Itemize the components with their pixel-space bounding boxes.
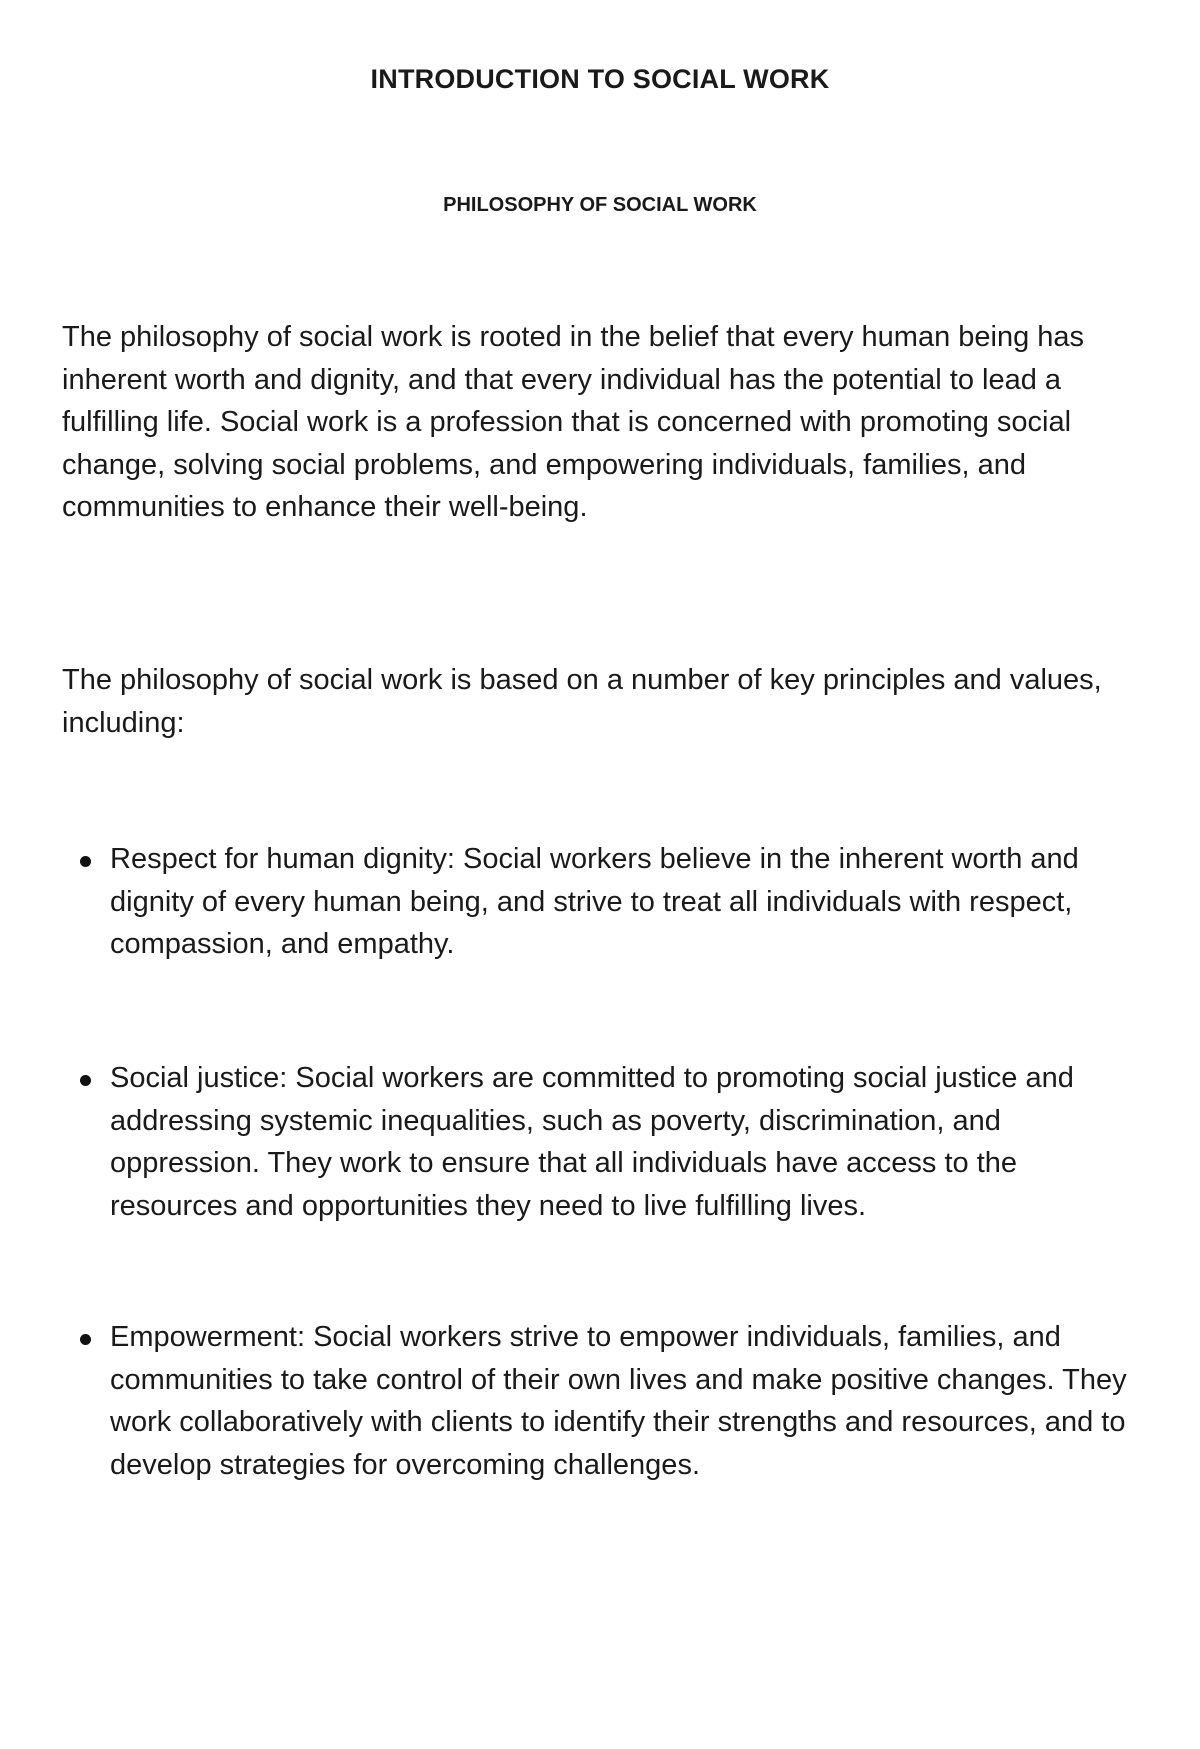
section-heading: PHILOSOPHY OF SOCIAL WORK [443,194,757,216]
list-item: Empowerment: Social workers strive to empower individuals, families, and communities to take control of their own lives and make positive changes. They work collaboratively with clients to identify their strengths and resources, and to develop strategies for overcoming challenges. [110,1316,1140,1486]
list-item: Respect for human dignity: Social workers believe in the inherent worth and dignity of every human being, and strive to treat all individuals with respect, compassion, and empathy. [110,838,1140,966]
document-title: INTRODUCTION TO SOCIAL WORK [370,64,830,94]
intro-paragraph: The philosophy of social work is rooted in the belief that every human being has inherent worth and dignity, and that every individual has the potential to lead a fulfilling life. Social work is a profession that is concerned with promoting social change, solving social problems, and empowering individuals, families, and communities to enhance their well-being. [62,321,1085,523]
list-item: Social justice: Social workers are committed to promoting social justice and addressing systemic inequalities, such as poverty, discrimination, and oppression. They work to ensure that all individuals have access to the resources and opportunities they need to live fulfilling lives. [110,1057,1140,1227]
principles-intro-paragraph: The philosophy of social work is based on a number of key principles and values, including: [62,664,1102,739]
